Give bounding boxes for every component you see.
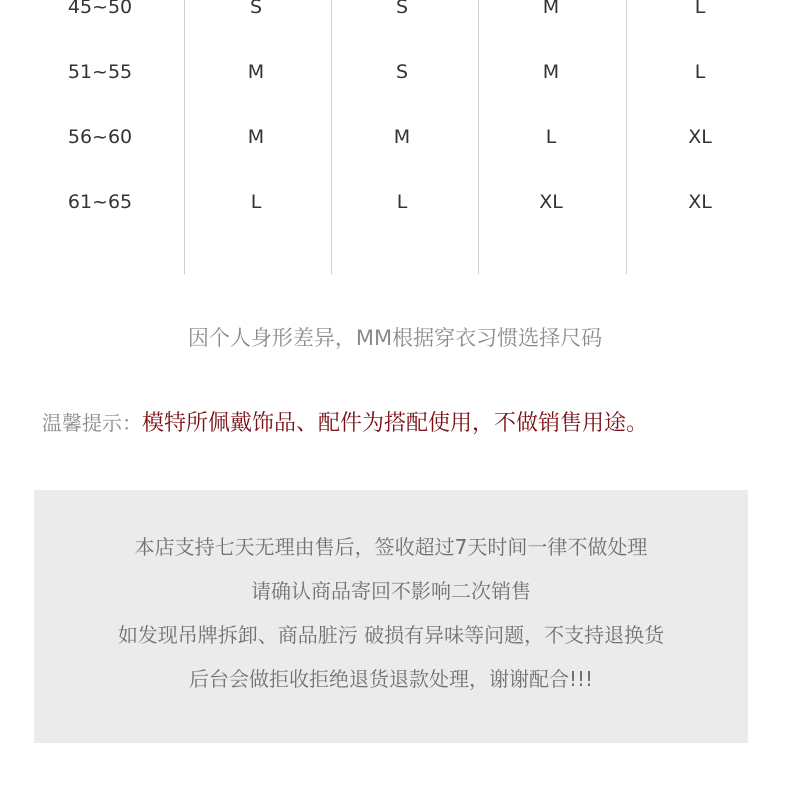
size-cell: L <box>396 191 408 213</box>
size-cell: M <box>542 0 560 18</box>
column-divider <box>478 0 479 274</box>
size-cell: XL <box>688 126 712 148</box>
column-divider <box>626 0 627 274</box>
size-table <box>0 0 790 275</box>
weight-cell: 51~55 <box>67 61 133 83</box>
size-cell: L <box>694 61 706 83</box>
policy-line: 如发现吊牌拆卸、商品脏污 破损有异味等问题，不支持退换货 <box>117 623 665 647</box>
size-cell: L <box>694 0 706 18</box>
warm-tip-label: 温馨提示： <box>42 411 142 435</box>
size-cell: L <box>545 126 557 148</box>
size-cell: M <box>393 126 411 148</box>
size-note: 因个人身形差异，MM根据穿衣习惯选择尺码 <box>187 326 603 350</box>
policy-line: 本店支持七天无理由售后，签收超过7天时间一律不做处理 <box>134 535 648 559</box>
size-cell: M <box>247 126 265 148</box>
weight-cell: 45~50 <box>67 0 133 18</box>
policy-line: 请确认商品寄回不影响二次销售 <box>251 579 531 603</box>
warm-tip <box>42 408 648 440</box>
size-cell: L <box>250 191 262 213</box>
size-cell: S <box>249 0 263 18</box>
size-cell: S <box>395 0 409 18</box>
weight-cell: 61~65 <box>67 191 133 213</box>
size-cell: M <box>247 61 265 83</box>
column-divider <box>331 0 332 274</box>
after-sales-policy <box>34 490 748 743</box>
warm-tip-text: 模特所佩戴饰品、配件为搭配使用，不做销售用途。 <box>142 411 649 436</box>
size-cell: XL <box>688 191 712 213</box>
policy-line: 后台会做拒收拒绝退货退款处理，谢谢配合!!! <box>188 667 594 691</box>
column-divider <box>184 0 185 274</box>
size-cell: S <box>395 61 409 83</box>
weight-cell: 56~60 <box>67 126 133 148</box>
size-cell: XL <box>539 191 563 213</box>
size-cell: M <box>542 61 560 83</box>
